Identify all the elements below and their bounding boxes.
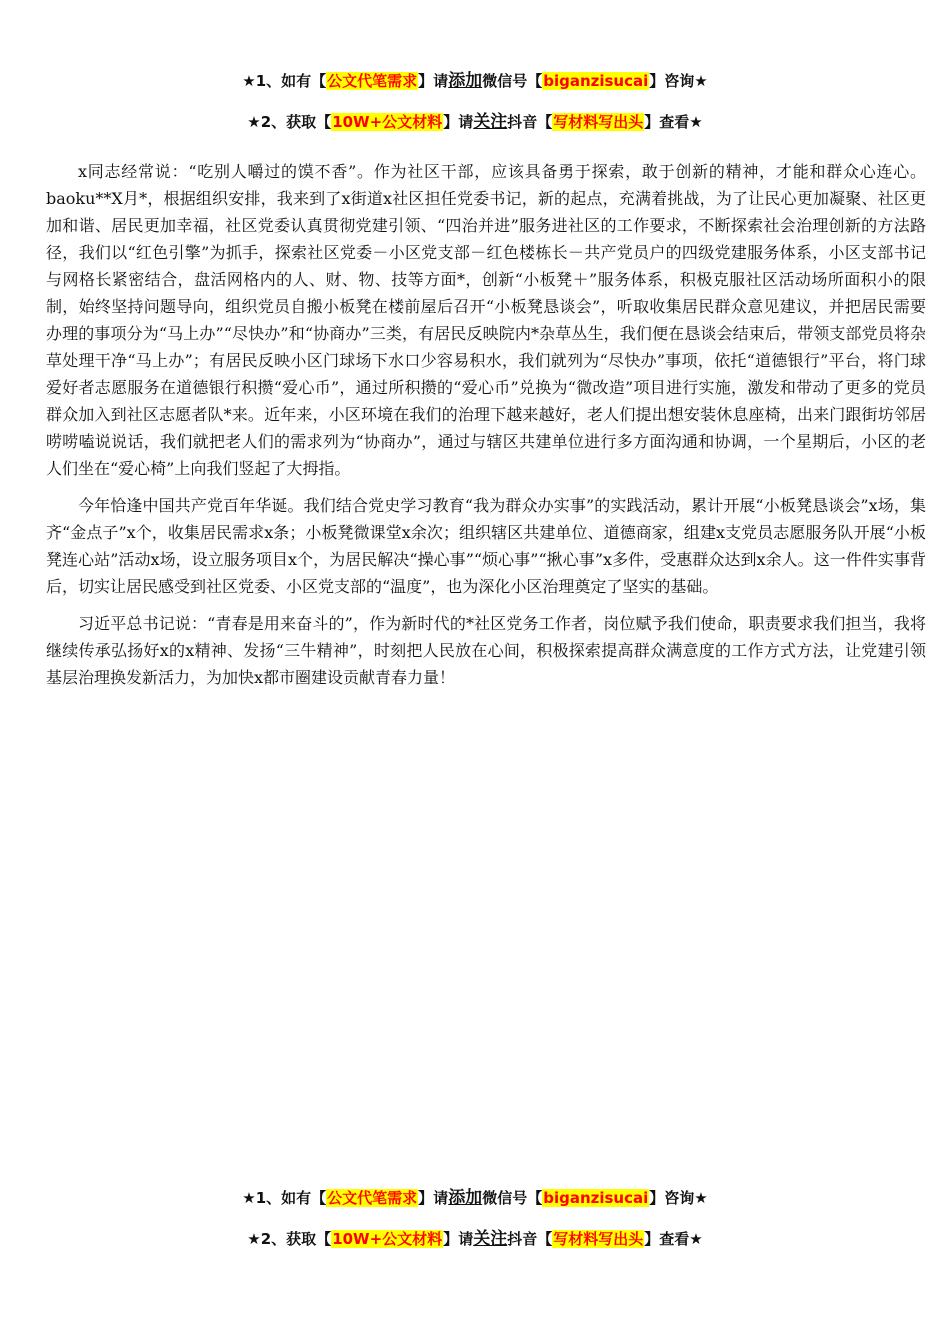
banner-text: 】查看★ [644, 113, 703, 131]
banner-text: 】咨询★ [649, 1189, 708, 1207]
highlight-douyin-account: 写材料写出头 [553, 1230, 644, 1248]
header-banner-line-1 [0, 70, 950, 92]
banner-emphasis: 添加 [448, 1188, 483, 1208]
banner-emphasis: 关注 [473, 112, 508, 132]
highlight-ghostwriting: 公文代笔需求 [327, 1189, 418, 1207]
banner-text: ★2、获取【 [247, 1230, 332, 1248]
banner-emphasis: 添加 [448, 71, 483, 91]
highlight-douyin-account: 写材料写出头 [553, 113, 644, 131]
banner-text: ★2、获取【 [247, 113, 332, 131]
body-paragraph: x同志经常说：“吃别人嚼过的馍不香”。作为社区干部，应该具备勇于探索，敢于创新的精神，才能和群众心连心。baoku**X月*，根据组织安排，我来到了x街道x社区担任党委书记，新的起点，充满着挑战，为了让民心更加凝聚、社区更加和谐、居民更加幸福，社区党委认真贯彻党建引领、“四治并进”服务进社区的工作要求，不断探索社会治理创新的方法路径，我们以“红色引擎”为抓手，探索社区党委－小区党支部－红色楼栋长－共产党员户的四级党建服务体系，小区支部书记与网格长紧密结合，盘活网格内的人、财、物、技等方面*，创新“小板凳＋”服务体系，积极克服社区活动场所面积小的限制，始终坚持问题导向，组织党员自搬小板凳在楼前屋后召开“小板凳恳谈会”，听取收集居民群众意见建议，并把居民需要办理的事项分为“马上办”“尽快办”和“协商办”三类，有居民反映院内*杂草丛生，我们便在恳谈会结束后，带领支部党员将杂草处理干净“马上办”；有居民反映小区门球场下水口少容易积水，我们就列为“尽快办”事项，依托“道德银行”平台，将门球爱好者志愿服务在道德银行积攒“爱心币”，通过所积攒的“爱心币”兑换为“微改造”项目进行实施，激发和带动了更多的党员群众加入到社区志愿者队*来。近年来，小区环境在我们的治理下越来越好，老人们提出想安装休息座椅，出来门跟街坊邻居唠唠嗑说说话，我们就把老人们的需求列为“协商办”，通过与辖区共建单位进行多方面沟通和协调，一个星期后，小区的老人们坐在“爱心椅”上向我们竖起了大拇指。 [46, 162, 926, 478]
footer-banner-line-2 [0, 1228, 950, 1250]
header-banner-line-2 [0, 111, 950, 133]
banner-text: 】请 [443, 1230, 474, 1248]
document-body [46, 158, 926, 701]
banner-text: ★1、如有【 [242, 1189, 327, 1207]
highlight-wechat-id: biganzisucai [543, 1189, 649, 1207]
banner-text: 】咨询★ [649, 72, 708, 90]
highlight-materials: 10W+公文材料 [332, 113, 443, 131]
highlight-wechat-id: biganzisucai [543, 72, 649, 90]
banner-text: 抖音【 [507, 1230, 553, 1248]
highlight-ghostwriting: 公文代笔需求 [327, 72, 418, 90]
banner-text: 微信号【 [482, 1189, 543, 1207]
footer-banner-line-1 [0, 1187, 950, 1209]
banner-text: 】请 [418, 1189, 449, 1207]
banner-text: 抖音【 [507, 113, 553, 131]
banner-text: 】请 [418, 72, 449, 90]
highlight-materials: 10W+公文材料 [332, 1230, 443, 1248]
banner-text: ★1、如有【 [242, 72, 327, 90]
banner-text: 】请 [443, 113, 474, 131]
banner-text: 】查看★ [644, 1230, 703, 1248]
body-paragraph: 今年恰逢中国共产党百年华诞。我们结合党史学习教育“我为群众办实事”的实践活动，累计开展“小板凳恳谈会”x场，集齐“金点子”x个，收集居民需求x条；小板凳微课堂x余次；组织辖区共建单位、道德商家，组建x支党员志愿服务队开展“小板凳连心站”活动x场，设立服务项目x个，为居民解决“操心事”“烦心事”“揪心事”x多件，受惠群众达到x余人。这一件件实事背后，切实让居民感受到社区党委、小区党支部的“温度”，也为深化小区治理奠定了坚实的基础。 [46, 496, 926, 596]
banner-emphasis: 关注 [473, 1229, 508, 1249]
banner-text: 微信号【 [482, 72, 543, 90]
body-paragraph: 习近平总书记说：“青春是用来奋斗的”，作为新时代的*社区党务工作者，岗位赋予我们使命，职责要求我们担当，我将继续传承弘扬好x的x精神、发扬“三牛精神”，时刻把人民放在心间，积极探索提高群众满意度的工作方式方法，让党建引领基层治理换发新活力，为加快x都市圈建设贡献青春力量！ [46, 614, 926, 687]
